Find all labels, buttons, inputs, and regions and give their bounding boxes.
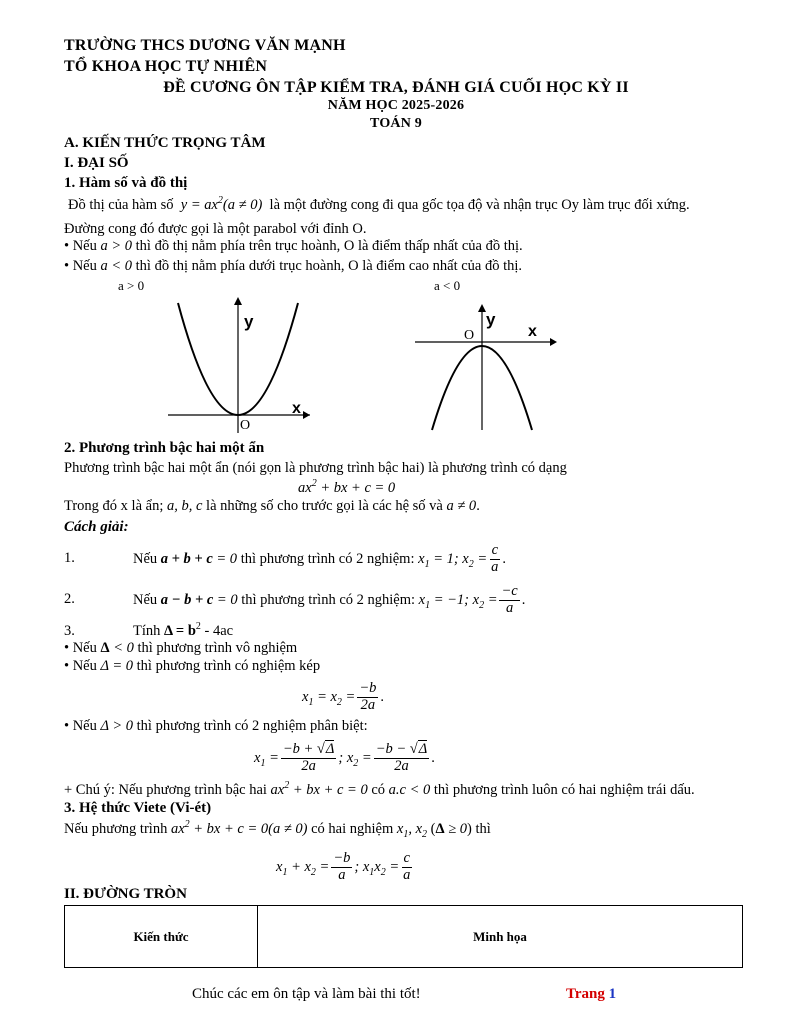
s3-heading: 3. Hệ thức Viete (Vi-ét) — [64, 800, 212, 816]
case-2: Nếu a − b + c = 0 thì phương trình có 2 nghiệm: $x_1 = -1$; $x_2$ = $\frac{-c}{a}$ . — [133, 583, 526, 616]
graph-label-neg: a < 0 — [434, 278, 461, 293]
two-roots-formula: $x_1$ = $\frac{-b + √\Delta}{2a}$ ; $x_2$ = $\frac{-b - √\Delta}{2a}$ . — [254, 741, 435, 774]
case-3-delta: Tính $\Delta = b^2 - 4ac$ — [133, 621, 234, 639]
footer-message: Chúc các em ôn tập và làm bài thi tốt! — [192, 986, 421, 1002]
department-name: TỔ KHOA HỌC TỰ NHIÊN — [64, 58, 268, 75]
parabola-up-graph — [160, 295, 320, 435]
note-opposite-signs: + Chú ý: Nếu phương trình bậc hai $ax^2$ + bx + c = 0 có a.c < 0 thì phương trình luôn có hai nghiệm trái dấu. — [64, 780, 695, 798]
x-axis-arrow — [303, 411, 310, 419]
circle-heading: II. ĐƯỜNG TRÒN — [64, 886, 187, 902]
s1-bullet-neg: • Nếu a < 0 thì đồ thị nằm phía dưới trục hoành, O là điểm cao nhất của đồ thị. — [64, 258, 523, 274]
case-1: Nếu a + b + c = 0 thì phương trình có 2 nghiệm: $x_1 = 1$; $x_2$ = $\frac{c}{a}$ . — [133, 542, 507, 575]
s2-where: Trong đó x là ẩn; a, b, c là những số cho trước gọi là các hệ số và a ≠ 0. — [64, 498, 480, 514]
delta-positive: • Nếu Δ > 0 thì phương trình có 2 nghiệm phân biệt: — [64, 718, 368, 734]
document-title: ĐỀ CƯƠNG ÔN TẬP KIỂM TRA, ĐÁNH GIÁ CUỐI HỌC KỲ II — [163, 79, 629, 96]
case-2-number: 2. — [64, 591, 75, 607]
school-name: TRƯỜNG THCS DƯƠNG VĂN MẠNH — [64, 37, 346, 54]
s1-paragraph-2: Đường cong đó được gọi là một parabol với đỉnh O. — [64, 221, 367, 237]
school-year: NĂM HỌC 2025-2026 — [327, 98, 465, 113]
y-axis-arrow — [478, 304, 486, 312]
y-axis-label: y — [244, 312, 254, 331]
page-label: Trang — [566, 986, 605, 1002]
origin-label: O — [240, 418, 251, 433]
viete-condition: Nếu phương trình $ax^2$ + bx + c = 0(a ≠ 0) có hai nghiệm $x_1$, $x_2$ (Δ ≥ 0) thì — [64, 819, 491, 840]
x-axis-arrow — [550, 338, 557, 346]
s2-intro: Phương trình bậc hai một ẩn (nói gọn là phương trình bậc hai) là phương trình có dạng — [64, 460, 567, 476]
case-3-number: 3. — [64, 623, 75, 639]
delta-zero: • Nếu Δ = 0 thì phương trình có nghiệm kép — [64, 658, 321, 674]
table-header-row — [65, 906, 743, 968]
case-1-number: 1. — [64, 550, 75, 566]
s1-heading: 1. Hàm số và đồ thị — [64, 175, 188, 191]
circle-table — [64, 905, 743, 968]
s1-bullet-pos: • Nếu a > 0 thì đồ thị nằm phía trên trục hoành, O là điểm thấp nhất của đồ thị. — [64, 238, 523, 254]
algebra-heading: I. ĐẠI SỐ — [64, 155, 129, 171]
page-indicator — [566, 986, 616, 1003]
double-root-formula: $x_1 = x_2$ = $\frac{-b}{2a}$ . — [302, 680, 385, 713]
solve-heading: Cách giải: — [64, 519, 129, 535]
delta-negative: • Nếu Δ < 0 thì phương trình vô nghiệm — [64, 640, 298, 656]
subject: TOÁN 9 — [370, 116, 422, 131]
viete-formula: $x_1 + x_2$ = $\frac{-b}{a}$ ; $x_1x_2$ = $\frac{c}{a}$ — [276, 850, 411, 883]
x-axis-label: x — [528, 323, 537, 340]
y-axis-arrow — [234, 297, 242, 305]
x-axis-label: x — [292, 400, 301, 417]
y-axis-label: y — [486, 310, 496, 329]
table-header-illustration: Minh họa — [258, 906, 743, 968]
graph-label-pos: a > 0 — [118, 278, 145, 293]
origin-label: O — [464, 328, 475, 343]
s2-heading: 2. Phương trình bậc hai một ẩn — [64, 440, 265, 456]
section-a-heading: A. KIẾN THỨC TRỌNG TÂM — [64, 135, 266, 151]
table-header-knowledge: Kiến thức — [65, 906, 258, 968]
parabola-down-graph — [410, 300, 570, 435]
s1-paragraph-1: Đồ thị của hàm số $y = ax^2(a \ne 0)$ là một đường cong đi qua gốc tọa độ và nhận trục Oy làm trục đối xứng. — [68, 195, 690, 213]
page-number: 1 — [608, 986, 617, 1002]
quadratic-formula-general: $ax^2$ + bx + c = 0 — [298, 478, 396, 496]
